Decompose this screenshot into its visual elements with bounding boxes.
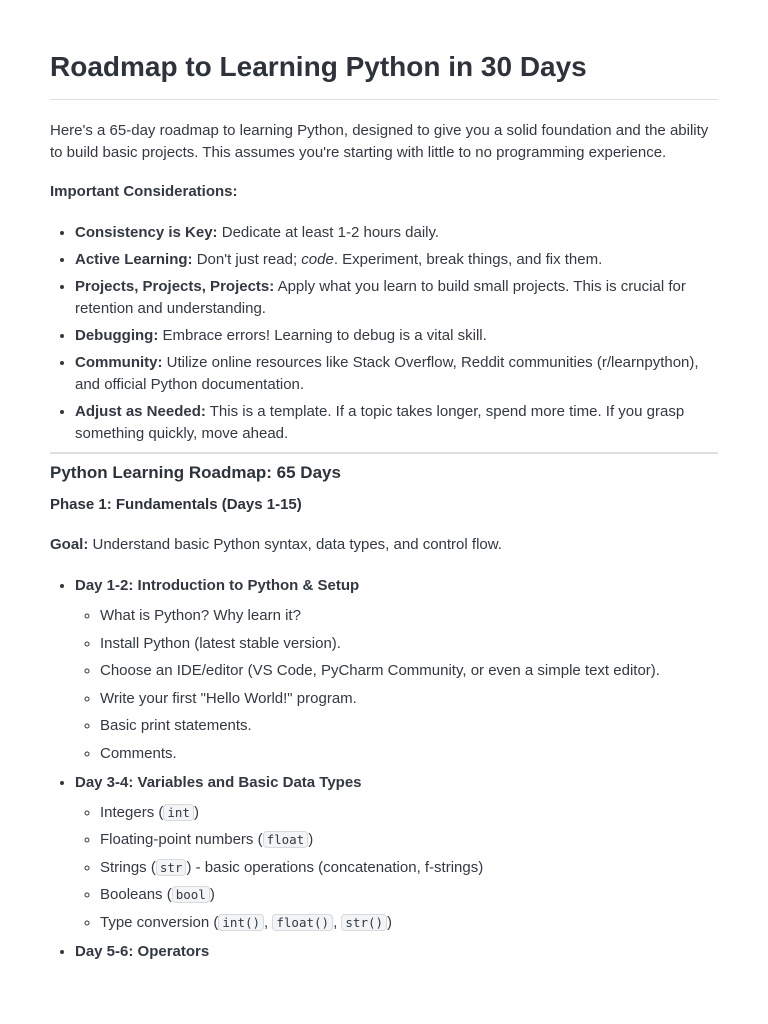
inline-code: str(): [341, 914, 387, 931]
considerations-heading: Important Considerations:: [50, 183, 238, 200]
page-title: Roadmap to Learning Python in 30 Days: [50, 0, 718, 100]
item-text: Dedicate at least 1-2 hours daily.: [217, 224, 440, 241]
considerations-list: [50, 222, 718, 445]
inline-code: float(): [272, 914, 333, 931]
item-term: Community:: [75, 354, 163, 371]
item-text: Utilize online resources like Stack Overflow, Reddit communities (r/learnpython), and official Python documentation.: [75, 354, 699, 393]
topic-text: Floating-point numbers (: [100, 831, 263, 848]
item-text: Apply what you learn to build small projects. This is crucial for retention and understanding.: [75, 278, 686, 317]
topic-text: ,: [333, 913, 342, 931]
day-title: • Day 3-4: Variables and Basic Data Types: [75, 773, 362, 791]
topic-item: ◦ Write your first "Hello World!" program.: [100, 688, 718, 710]
item-term: Consistency is Key:: [75, 224, 218, 241]
phase-heading: Phase 1: Fundamentals (Days 1-15): [50, 496, 302, 513]
inline-code: int(): [218, 914, 264, 931]
topic-item: ◦ Install Python (latest stable version).: [100, 633, 718, 655]
topic-text: ): [193, 803, 199, 821]
item-text: . Experiment, break things, and fix them.: [333, 251, 603, 268]
goal-paragraph: [50, 534, 718, 556]
topic-text: Booleans (: [100, 886, 172, 903]
list-item: [75, 352, 718, 396]
inline-code: str: [156, 859, 187, 876]
divider: [50, 452, 718, 454]
item-text: Embrace errors! Learning to debug is a vital skill.: [158, 327, 487, 344]
day-title: • Day 5-6: Operators: [75, 942, 210, 960]
topic-item: [100, 884, 718, 906]
topic-text: ): [209, 886, 215, 903]
day-item: [75, 575, 718, 765]
list-item: [75, 325, 718, 347]
topic-text: Strings (: [100, 858, 156, 876]
topic-text: Type conversion (: [100, 913, 219, 931]
day-topics: [75, 802, 718, 934]
day-item: [75, 772, 718, 934]
item-text: Don't just read;: [192, 251, 302, 268]
topic-item: ◦ What is Python? Why learn it?: [100, 605, 718, 627]
day-item: [75, 941, 718, 963]
item-emphasis: code: [301, 251, 334, 268]
roadmap-heading: Python Learning Roadmap: 65 Days: [50, 463, 341, 482]
topic-item: [100, 802, 718, 824]
topic-item: ◦ Choose an IDE/editor (VS Code, PyCharm Community, or even a simple text editor).: [100, 660, 718, 682]
topic-item: [100, 912, 718, 934]
topic-item: [100, 857, 718, 879]
topic-text: ) - basic operations (concatenation, f-strings): [186, 858, 484, 876]
list-item: [75, 249, 718, 271]
day-topics: [75, 605, 718, 765]
topic-text: ): [308, 831, 314, 848]
item-term: Adjust as Needed:: [75, 403, 206, 420]
inline-code: bool: [172, 886, 210, 903]
goal-label: Goal:: [50, 536, 89, 553]
list-item: [75, 401, 718, 445]
item-term: Projects, Projects, Projects:: [75, 278, 275, 295]
inline-code: int: [163, 804, 194, 821]
item-term: Active Learning:: [75, 251, 193, 268]
topic-text: ): [387, 913, 393, 931]
item-term: Debugging:: [75, 327, 159, 344]
days-list: [50, 575, 718, 963]
list-item: [75, 222, 718, 244]
topic-item: ◦ Comments.: [100, 743, 718, 765]
goal-text: Understand basic Python syntax, data types, and control flow.: [88, 536, 502, 553]
topic-item: [100, 829, 718, 851]
topic-text: Integers (: [100, 803, 164, 821]
topic-text: ,: [264, 913, 273, 931]
intro-paragraph: Here's a 65-day roadmap to learning Python, designed to give you a solid foundation and the ability to build basic projects. This assumes you're starting with little to no programming experience.: [50, 122, 709, 161]
item-text: This is a template. If a topic takes longer, spend more time. If you grasp something quickly, move ahead.: [75, 403, 685, 442]
topic-item: ◦ Basic print statements.: [100, 715, 718, 737]
day-title: • Day 1-2: Introduction to Python & Setup: [75, 577, 360, 594]
list-item: [75, 276, 718, 320]
inline-code: float: [263, 831, 309, 848]
